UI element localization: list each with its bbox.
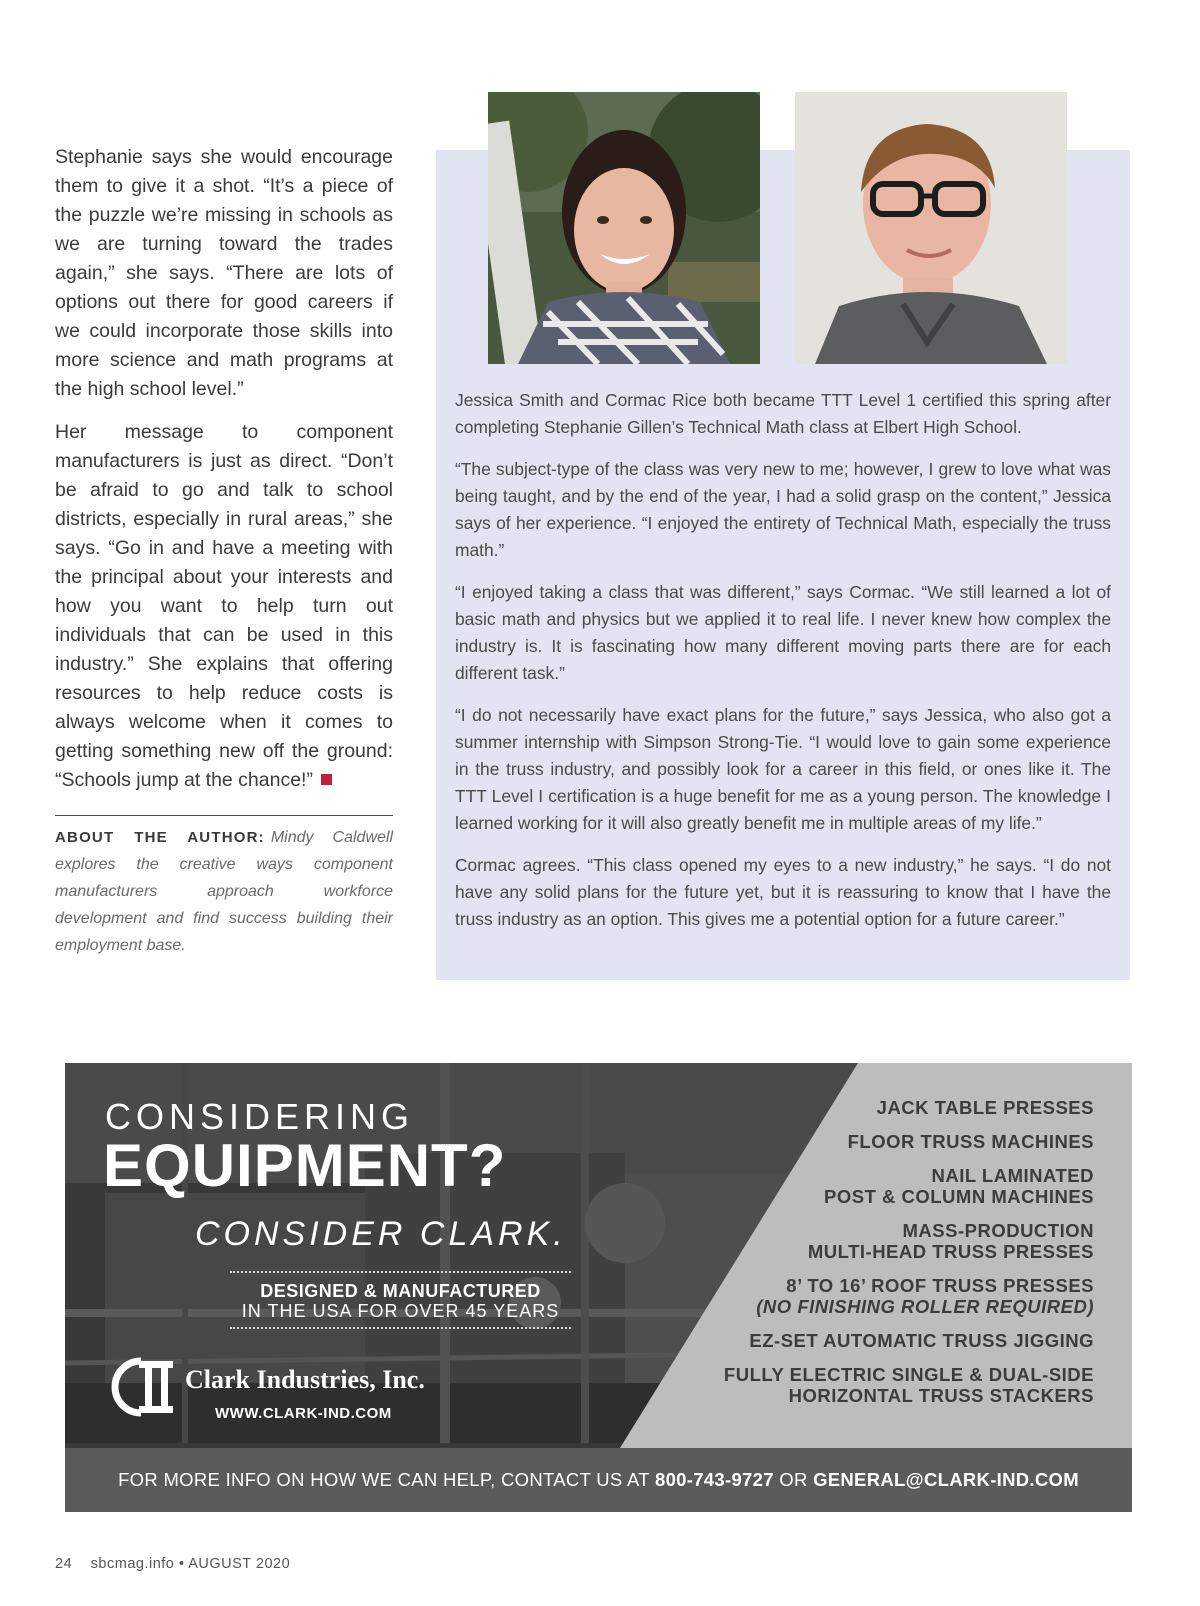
product-line: 8’ TO 16’ ROOF TRUSS PRESSES [786, 1275, 1094, 1296]
page-footer [55, 1556, 290, 1572]
ad-headline-equipment: EQUIPMENT? [103, 1132, 507, 1199]
ad-designed-manufactured [230, 1281, 571, 1321]
sidebar-text [455, 387, 1111, 948]
about-label: ABOUT THE AUTHOR: [55, 829, 265, 846]
about-text: Mindy Caldwell explores the creative ways component manufacturers approach workforce development and find success building their employment base. [55, 829, 393, 954]
ad-contact-or: OR [779, 1469, 808, 1490]
body-paragraph-2 [55, 418, 393, 795]
body-paragraph-1: Stephanie says she would encourage them to give it a shot. “It’s a piece of the puzzle we’re missing in schools as we are turning toward the trades again,” she says. “There are lots of options out there for good careers if we could incorporate those skills into more science and math programs at the high school level.” [55, 146, 393, 400]
about-divider [55, 815, 393, 816]
ad-contact-lead: FOR MORE INFO ON HOW WE CAN HELP, CONTACT US AT [118, 1469, 650, 1490]
product-fully-electric-stackers [654, 1364, 1094, 1385]
product-jack-table-presses [654, 1097, 1094, 1118]
clark-industries-ad[interactable] [65, 1063, 1132, 1512]
ad-phone-number[interactable]: 800-743-9727 [654, 1469, 774, 1490]
ad-headline-considering: CONSIDERING [105, 1096, 415, 1137]
about-the-author [55, 824, 393, 959]
sidebar-paragraph-4: “I do not necessarily have exact plans for the future,” says Jessica, who also got a summer internship with Simpson Strong-Tie. “I would love to gain some experience in the truss industry, and possibly look for a career in this field, or ones like it. The TTT Level I certification is a huge benefit for me as a young person. The knowledge I learned working for it will also greatly benefit me in multiple areas of my life.” [455, 705, 1111, 833]
product-line: EZ-SET AUTOMATIC TRUSS JIGGING [749, 1330, 1094, 1351]
product-line: MASS-PRODUCTION [902, 1220, 1094, 1241]
clark-logo-icon [101, 1357, 181, 1417]
product-roof-truss-presses [654, 1275, 1094, 1296]
ad-company-name: Clark Industries, Inc. [185, 1365, 425, 1394]
product-line: FLOOR TRUSS MACHINES [847, 1131, 1094, 1152]
sidebar-paragraph-5: Cormac agrees. “This class opened my eyes to a new industry,” he says. “I do not have any solid plans for the future yet, but it is reassuring to know that I have the truss industry as an option. This gives me a potential option for a future career.” [455, 855, 1111, 929]
left-column [55, 143, 393, 959]
product-line: JACK TABLE PRESSES [876, 1097, 1094, 1118]
article-end-mark [321, 774, 332, 785]
product-post-column-machines [654, 1186, 1094, 1207]
product-line: POST & COLUMN MACHINES [824, 1186, 1094, 1207]
product-horizontal-truss-stackers [654, 1385, 1094, 1406]
sidebar-paragraph-1: Jessica Smith and Cormac Rice both became TTT Level 1 certified this spring after completing Stephanie Gillen’s Technical Math class at Elbert High School. [455, 390, 1111, 437]
ad-contact-bar [65, 1448, 1132, 1512]
ad-dotted-divider-top [230, 1271, 571, 1273]
product-line: HORIZONTAL TRUSS STACKERS [788, 1385, 1094, 1406]
product-multi-head-truss-presses [654, 1241, 1094, 1262]
product-nail-laminated [654, 1165, 1094, 1186]
product-floor-truss-machines [654, 1131, 1094, 1152]
footer-separator: • [178, 1556, 185, 1572]
page-number: 24 [55, 1556, 73, 1572]
product-line: NAIL LAMINATED [931, 1165, 1094, 1186]
ad-designed-line-1: DESIGNED & MANUFACTURED [260, 1281, 541, 1301]
photo-jessica-smith [488, 92, 760, 364]
photo-cormac-rice [795, 92, 1067, 364]
ad-dotted-divider-bottom [230, 1327, 571, 1329]
body-paragraph-2-text: Her message to component manufacturers is just as direct. “Don’t be afraid to go and talk to school districts, especially in rural areas,” she says. “Go in and have a meeting with the principal about your interests and how you want to help turn out individuals that can be used in this industry.” She explains that offering resources to help reduce costs is always welcome when it comes to getting something new off the ground: “Schools jump at the chance!” [55, 421, 393, 791]
ad-email-link[interactable]: GENERAL@CLARK-IND.COM [813, 1469, 1079, 1490]
ad-website-link[interactable]: WWW.CLARK-IND.COM [215, 1405, 392, 1422]
footer-issue: AUGUST 2020 [188, 1556, 291, 1572]
product-line: (NO FINISHING ROLLER REQUIRED) [756, 1296, 1094, 1317]
sidebar-paragraph-2: “The subject-type of the class was very new to me; however, I grew to love what was being taught, and by the end of the year, I had a solid grasp on the content,” Jessica says of her experience. “I enjoyed the entirety of Technical Math, especially the truss math.” [455, 459, 1111, 560]
sidebar-paragraph-3: “I enjoyed taking a class that was different,” says Cormac. “We still learned a lot of basic math and physics but we applied it to real life. I never knew how complex the industry is. It is fascinating how many different moving parts there are for each different task.” [455, 582, 1111, 683]
product-line: MULTI-HEAD TRUSS PRESSES [807, 1241, 1094, 1262]
footer-site[interactable]: sbcmag.info [90, 1556, 175, 1572]
product-no-finishing-roller [654, 1296, 1094, 1317]
ad-tagline: CONSIDER CLARK. [195, 1215, 567, 1253]
ad-product-list [654, 1097, 1094, 1406]
product-ez-set-jigging [654, 1330, 1094, 1351]
ad-designed-line-2: IN THE USA FOR OVER 45 YEARS [241, 1301, 560, 1321]
product-mass-production [654, 1220, 1094, 1241]
product-line: FULLY ELECTRIC SINGLE & DUAL-SIDE [723, 1364, 1094, 1385]
